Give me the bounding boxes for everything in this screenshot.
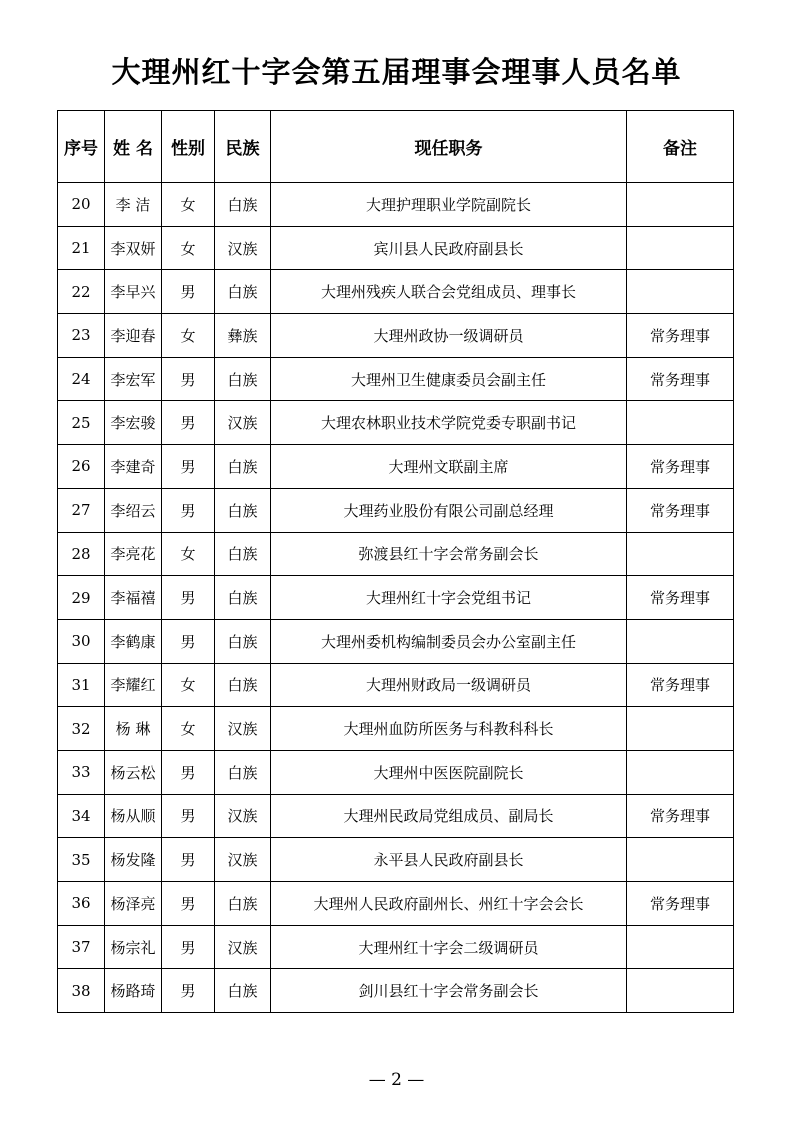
cell-position: 大理州红十字会党组书记	[271, 576, 627, 620]
cell-name: 杨宗礼	[105, 925, 162, 969]
cell-remark	[627, 226, 734, 270]
table-row	[58, 663, 734, 707]
table-row	[58, 357, 734, 401]
header-remark: 备注	[627, 111, 734, 183]
cell-index: 21	[58, 226, 105, 270]
cell-gender: 女	[162, 532, 215, 576]
cell-remark: 常务理事	[627, 357, 734, 401]
cell-position: 弥渡县红十字会常务副会长	[271, 532, 627, 576]
cell-name: 李早兴	[105, 270, 162, 314]
cell-ethnicity: 白族	[215, 576, 271, 620]
cell-name: 李迎春	[105, 314, 162, 358]
cell-position: 大理州血防所医务与科教科科长	[271, 707, 627, 751]
cell-name: 李双妍	[105, 226, 162, 270]
cell-ethnicity: 汉族	[215, 794, 271, 838]
cell-position: 大理州政协一级调研员	[271, 314, 627, 358]
cell-index: 34	[58, 794, 105, 838]
cell-remark	[627, 838, 734, 882]
cell-position: 大理州民政局党组成员、副局长	[271, 794, 627, 838]
cell-position: 大理药业股份有限公司副总经理	[271, 488, 627, 532]
cell-position: 永平县人民政府副县长	[271, 838, 627, 882]
cell-ethnicity: 白族	[215, 619, 271, 663]
cell-index: 25	[58, 401, 105, 445]
cell-name: 李福禧	[105, 576, 162, 620]
cell-name: 杨泽亮	[105, 882, 162, 926]
cell-remark	[627, 707, 734, 751]
cell-gender: 男	[162, 969, 215, 1013]
page-number: — 2 —	[368, 1070, 425, 1090]
cell-name: 李 洁	[105, 183, 162, 227]
cell-ethnicity: 彝族	[215, 314, 271, 358]
cell-remark	[627, 532, 734, 576]
cell-name: 杨发隆	[105, 838, 162, 882]
cell-name: 李耀红	[105, 663, 162, 707]
cell-ethnicity: 汉族	[215, 925, 271, 969]
table-row	[58, 488, 734, 532]
cell-ethnicity: 白族	[215, 183, 271, 227]
cell-name: 李建奇	[105, 445, 162, 489]
cell-index: 32	[58, 707, 105, 751]
table-row	[58, 576, 734, 620]
header-ethnicity: 民族	[215, 111, 271, 183]
cell-ethnicity: 白族	[215, 969, 271, 1013]
cell-remark	[627, 925, 734, 969]
cell-ethnicity: 白族	[215, 488, 271, 532]
cell-index: 22	[58, 270, 105, 314]
cell-ethnicity: 白族	[215, 532, 271, 576]
cell-remark	[627, 969, 734, 1013]
header-index: 序号	[58, 111, 105, 183]
cell-gender: 男	[162, 619, 215, 663]
member-table	[57, 110, 734, 1013]
header-name: 姓 名	[105, 111, 162, 183]
cell-gender: 女	[162, 226, 215, 270]
cell-index: 35	[58, 838, 105, 882]
cell-index: 27	[58, 488, 105, 532]
table-row	[58, 270, 734, 314]
cell-position: 大理州文联副主席	[271, 445, 627, 489]
cell-gender: 男	[162, 750, 215, 794]
header-position: 现任职务	[271, 111, 627, 183]
table-row	[58, 183, 734, 227]
cell-ethnicity: 汉族	[215, 707, 271, 751]
cell-remark: 常务理事	[627, 314, 734, 358]
table-row	[58, 794, 734, 838]
cell-name: 杨 琳	[105, 707, 162, 751]
header-gender: 性别	[162, 111, 215, 183]
cell-index: 30	[58, 619, 105, 663]
cell-gender: 男	[162, 838, 215, 882]
cell-gender: 男	[162, 401, 215, 445]
cell-name: 李宏骏	[105, 401, 162, 445]
cell-gender: 女	[162, 663, 215, 707]
cell-gender: 女	[162, 314, 215, 358]
table-row	[58, 750, 734, 794]
cell-remark: 常务理事	[627, 488, 734, 532]
cell-gender: 男	[162, 488, 215, 532]
cell-position: 大理州人民政府副州长、州红十字会会长	[271, 882, 627, 926]
cell-position: 大理农林职业技术学院党委专职副书记	[271, 401, 627, 445]
table-row	[58, 882, 734, 926]
cell-position: 大理州中医医院副院长	[271, 750, 627, 794]
cell-gender: 男	[162, 270, 215, 314]
cell-index: 33	[58, 750, 105, 794]
cell-ethnicity: 白族	[215, 750, 271, 794]
cell-ethnicity: 汉族	[215, 226, 271, 270]
cell-position: 大理护理职业学院副院长	[271, 183, 627, 227]
cell-position: 大理州残疾人联合会党组成员、理事长	[271, 270, 627, 314]
cell-ethnicity: 汉族	[215, 838, 271, 882]
cell-position: 大理州财政局一级调研员	[271, 663, 627, 707]
document-title: 大理州红十字会第五届理事会理事人员名单	[111, 55, 682, 89]
cell-position: 宾川县人民政府副县长	[271, 226, 627, 270]
cell-position: 大理州卫生健康委员会副主任	[271, 357, 627, 401]
cell-gender: 男	[162, 925, 215, 969]
cell-gender: 男	[162, 445, 215, 489]
table-row	[58, 226, 734, 270]
cell-name: 李亮花	[105, 532, 162, 576]
table-row	[58, 619, 734, 663]
cell-gender: 男	[162, 794, 215, 838]
cell-remark	[627, 401, 734, 445]
cell-index: 20	[58, 183, 105, 227]
cell-gender: 女	[162, 183, 215, 227]
cell-ethnicity: 白族	[215, 270, 271, 314]
table-header-row	[58, 111, 734, 183]
cell-remark: 常务理事	[627, 445, 734, 489]
cell-name: 李鹤康	[105, 619, 162, 663]
table-row	[58, 925, 734, 969]
cell-name: 李宏军	[105, 357, 162, 401]
cell-index: 36	[58, 882, 105, 926]
cell-index: 26	[58, 445, 105, 489]
cell-position: 剑川县红十字会常务副会长	[271, 969, 627, 1013]
cell-remark	[627, 619, 734, 663]
cell-ethnicity: 白族	[215, 882, 271, 926]
cell-remark: 常务理事	[627, 794, 734, 838]
table-row	[58, 838, 734, 882]
table-row	[58, 969, 734, 1013]
cell-remark: 常务理事	[627, 882, 734, 926]
cell-ethnicity: 白族	[215, 663, 271, 707]
cell-index: 37	[58, 925, 105, 969]
cell-position: 大理州红十字会二级调研员	[271, 925, 627, 969]
cell-ethnicity: 白族	[215, 357, 271, 401]
cell-ethnicity: 汉族	[215, 401, 271, 445]
table-row	[58, 314, 734, 358]
cell-gender: 男	[162, 576, 215, 620]
cell-remark: 常务理事	[627, 576, 734, 620]
cell-gender: 男	[162, 357, 215, 401]
cell-remark	[627, 183, 734, 227]
cell-name: 杨从顺	[105, 794, 162, 838]
table-row	[58, 401, 734, 445]
cell-gender: 女	[162, 707, 215, 751]
cell-position: 大理州委机构编制委员会办公室副主任	[271, 619, 627, 663]
cell-name: 杨云松	[105, 750, 162, 794]
cell-name: 杨路琦	[105, 969, 162, 1013]
cell-gender: 男	[162, 882, 215, 926]
cell-index: 29	[58, 576, 105, 620]
table-row	[58, 707, 734, 751]
cell-remark: 常务理事	[627, 663, 734, 707]
table-row	[58, 445, 734, 489]
cell-ethnicity: 白族	[215, 445, 271, 489]
table-row	[58, 532, 734, 576]
cell-name: 李绍云	[105, 488, 162, 532]
cell-remark	[627, 750, 734, 794]
cell-remark	[627, 270, 734, 314]
cell-index: 23	[58, 314, 105, 358]
cell-index: 28	[58, 532, 105, 576]
cell-index: 31	[58, 663, 105, 707]
cell-index: 24	[58, 357, 105, 401]
cell-index: 38	[58, 969, 105, 1013]
